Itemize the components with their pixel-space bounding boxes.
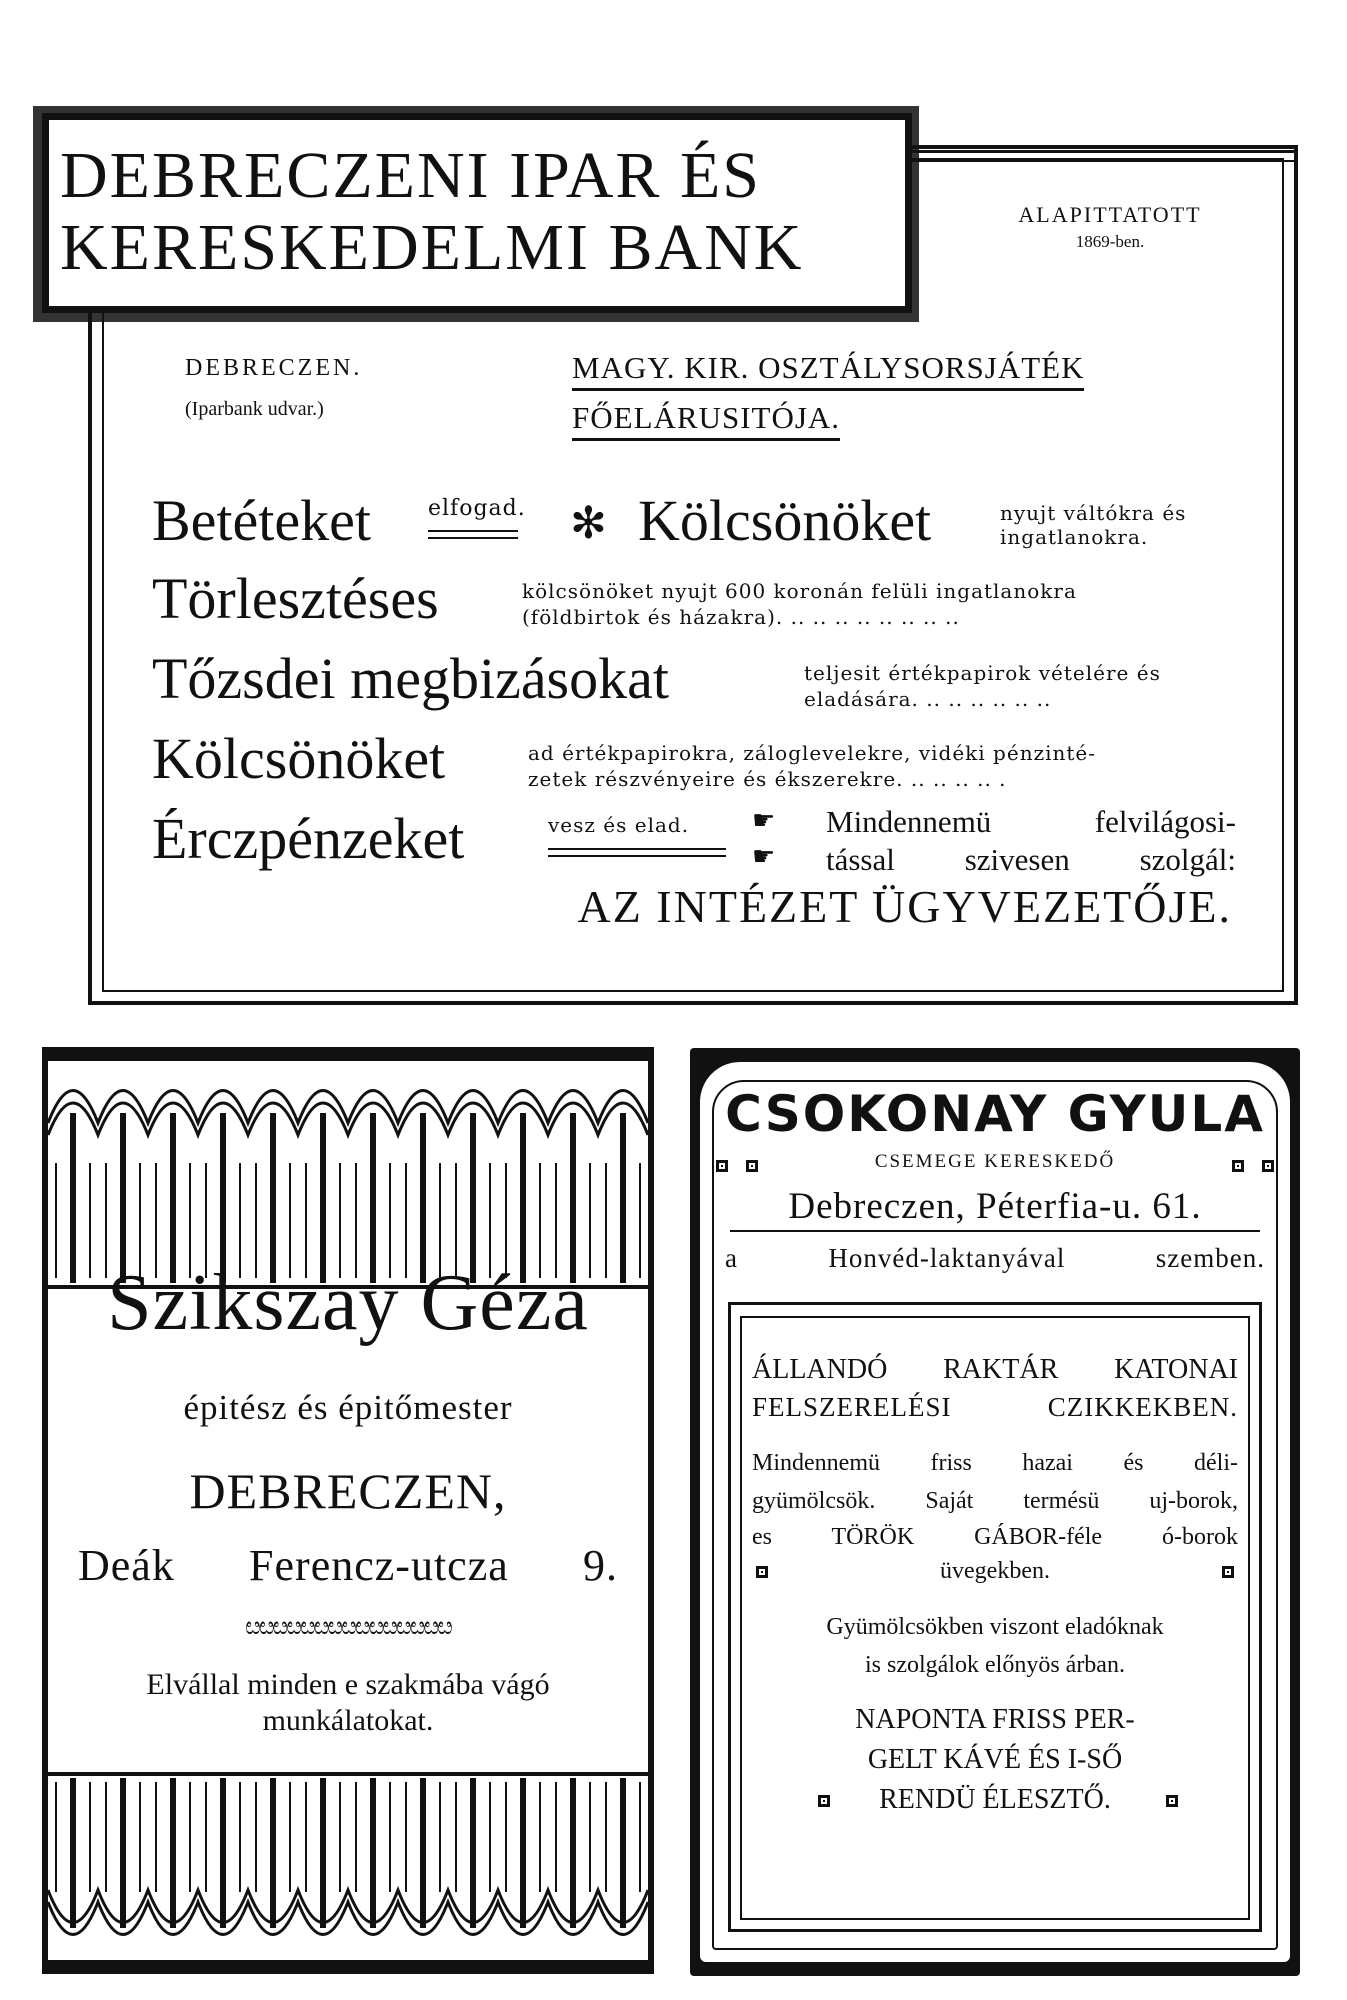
service-deposits-title: Betéteket bbox=[152, 488, 372, 553]
bank-city: DEBRECZEN. bbox=[185, 355, 363, 381]
service-amortizing-note-2: (földbirtok és házakra). .. .. .. .. .. .. .. .. bbox=[522, 605, 960, 629]
bank-founded-label: ALAPITTATOTT bbox=[1018, 202, 1202, 227]
bank-lottery-line2: FŐELÁRUSITÓJA. bbox=[572, 400, 840, 441]
service-amortizing-note-1: kölcsönöket nyujt 600 koronán felüli ingatlanokra bbox=[522, 579, 1077, 603]
bank-founded-year: 1869-ben. bbox=[1075, 232, 1145, 251]
square-bullet-icon bbox=[1222, 1566, 1234, 1578]
fruit-line4: üvegekben. bbox=[940, 1558, 1050, 1584]
service-coins-title: Érczpénzeket bbox=[152, 806, 465, 871]
bank-info-line1: Mindennemü felvilágosi- bbox=[826, 804, 1236, 839]
coffee-line3: RENDÜ ÉLESZTŐ. bbox=[879, 1784, 1111, 1815]
stock-line2: FELSZERELÉSI CZIKKEKBEN. bbox=[752, 1392, 1238, 1422]
bank-info-line2: tással szivesen szolgál: bbox=[826, 842, 1236, 877]
csokonay-address: Debreczen, Péterfia-u. 61. bbox=[730, 1185, 1260, 1232]
square-bullet-icon bbox=[1166, 1795, 1178, 1807]
szikszay-address: Deák Ferencz-utcza 9. bbox=[78, 1541, 618, 1590]
service-stock-note-2: eladására. .. .. .. .. .. .. bbox=[804, 687, 1052, 711]
art-nouveau-bottom-border-ornament bbox=[48, 1772, 648, 1968]
bank-lottery-line1: MAGY. KIR. OSZTÁLYSORSJÁTÉK bbox=[572, 350, 1084, 391]
service-deposits-note: elfogad. bbox=[428, 496, 526, 521]
service-securities-loans-note-1: ad értékpapirokra, záloglevelekre, vidéki pénzinté- bbox=[528, 741, 1097, 765]
szikszay-offer-line1: Elvállal minden e szakmába vágó bbox=[146, 1668, 550, 1701]
szikszay-offer-line2: munkálatokat. bbox=[262, 1704, 434, 1737]
double-rule bbox=[548, 848, 726, 857]
bank-title-line2: KERESKEDELMI BANK bbox=[60, 211, 804, 284]
coffee-line2: GELT KÁVÉ ÉS I-SŐ bbox=[867, 1744, 1123, 1775]
square-bullet-icon bbox=[1232, 1160, 1244, 1172]
service-securities-loans-note-2: zetek részvényeire és ékszerekre. .. .. .. .. . bbox=[528, 767, 1007, 791]
bank-footer-signature: AZ INTÉZET ÜGYVEZETŐJE. bbox=[577, 881, 1232, 932]
double-rule bbox=[428, 530, 518, 539]
service-loans-title: Kölcsönöket bbox=[638, 488, 932, 553]
service-coins-note: vesz és elad. bbox=[548, 813, 690, 837]
service-amortizing-title: Törlesztéses bbox=[152, 566, 439, 631]
bank-title-line1: DEBRECZENI IPAR ÉS bbox=[60, 139, 761, 212]
service-securities-loans-title: Kölcsönöket bbox=[152, 726, 446, 791]
resell-line2: is szolgálok előnyös árban. bbox=[865, 1652, 1125, 1678]
csokonay-name: CSOKONAY GYULA bbox=[725, 1085, 1265, 1143]
fruit-line2: gyümölcsök. Saját termésü uj-borok, bbox=[752, 1488, 1238, 1514]
hand-pointer-icon: ☛ bbox=[752, 806, 776, 836]
csokonay-location-note: a Honvéd-laktanyával szemben. bbox=[725, 1243, 1265, 1273]
asterisk-ornament-icon: ✻ bbox=[570, 498, 607, 549]
square-bullet-icon bbox=[1262, 1160, 1274, 1172]
szikszay-profession: épitész és épitőmester bbox=[183, 1388, 513, 1427]
bank-place: (Iparbank udvar.) bbox=[185, 398, 324, 420]
csokonay-trade: CSEMEGE KERESKEDŐ bbox=[874, 1151, 1116, 1172]
szikszay-name: Szikszay Géza bbox=[107, 1259, 589, 1347]
service-stock-title: Tőzsdei megbizásokat bbox=[152, 646, 669, 711]
resell-line1: Gyümölcsökben viszont eladóknak bbox=[826, 1614, 1164, 1640]
fruit-line1: Mindennemü friss hazai és déli- bbox=[752, 1450, 1238, 1476]
fruit-line3: es TÖRÖK GÁBOR-féle ó-borok bbox=[752, 1524, 1238, 1550]
coffee-line1: NAPONTA FRISS PER- bbox=[855, 1704, 1135, 1735]
hand-pointer-icon: ☛ bbox=[752, 842, 776, 872]
stock-line1: ÁLLANDÓ RAKTÁR KATONAI bbox=[752, 1354, 1238, 1385]
szikszay-city: DEBRECZEN, bbox=[189, 1463, 507, 1519]
service-loans-note-1: nyujt váltókra és bbox=[1000, 501, 1187, 525]
bank-header-rule bbox=[912, 150, 1298, 162]
wave-divider-ornament: ೞೞೞೞೞೞೞೞೞೞೞೞೞೞೞ bbox=[245, 1614, 451, 1640]
service-loans-note-2: ingatlanokra. bbox=[1000, 525, 1149, 549]
art-nouveau-top-border-ornament bbox=[48, 1053, 648, 1293]
service-stock-note-1: teljesit értékpapirok vételére és bbox=[804, 661, 1161, 685]
